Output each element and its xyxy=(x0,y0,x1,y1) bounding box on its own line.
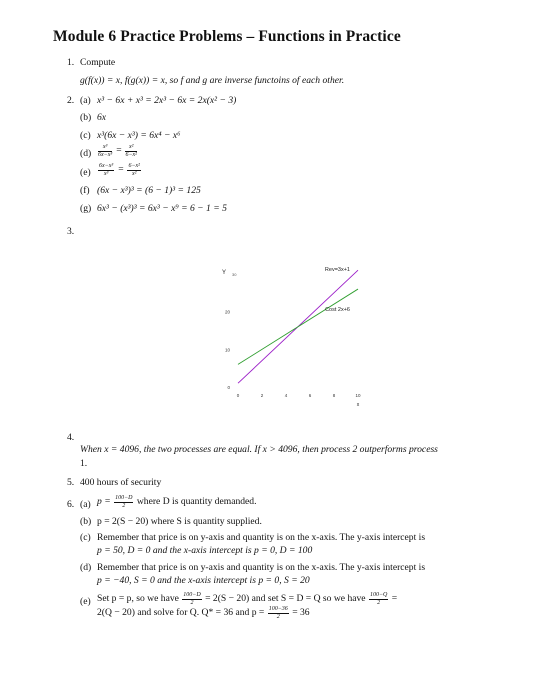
problem-6a-label: (a) xyxy=(80,499,91,510)
problem-6-number: 6. xyxy=(67,499,75,510)
problem-2g-answer: 6x³ − (x³)³ = 6x³ − x⁹ = 6 − 1 = 5 xyxy=(97,203,227,214)
fraction: $\frac{\text{x²}}{\text{6−x²}}$ xyxy=(125,144,137,158)
cost-line-label: Cost 2x+6 xyxy=(325,307,350,314)
problem-2d-label: (d) xyxy=(80,148,92,159)
revenue-line-label: Rev=3x+1 xyxy=(324,267,350,274)
problem-6d-line-2: p = −40, S = 0 and the x-axis intercept is p = 0, S = 20 xyxy=(97,575,310,586)
problem-6e-label: (e) xyxy=(80,596,91,607)
problem-1-number: 1. xyxy=(67,57,75,68)
problem-4-line-2: 1. xyxy=(80,458,88,469)
problem-1-answer: g(f(x)) = x, f(g(x)) = x, so f and g are inverse functoins of each other. xyxy=(80,75,345,86)
y-tick-label: 20 xyxy=(224,309,230,315)
problem-2e-label: (e) xyxy=(80,167,91,178)
y-axis-label: Y xyxy=(222,270,227,276)
problem-1-heading: Compute xyxy=(80,57,116,68)
x-tick-label: 4 xyxy=(284,393,288,398)
problem-5-answer: 400 hours of security xyxy=(80,477,162,488)
fraction: $\frac{100-D}{2}$ xyxy=(183,592,201,606)
problem-2f-answer: (6x − x³)³ = (6 − 1)³ = 125 xyxy=(97,185,201,196)
problem-2c-label: (c) xyxy=(80,130,91,141)
problem-6b-label: (b) xyxy=(80,516,92,527)
fraction: $\frac{\text{6x−x³}}{\text{x³}}$ xyxy=(99,163,114,177)
x-tick-label: 0 xyxy=(236,393,240,398)
problem-2a-label: (a) xyxy=(80,95,91,106)
problem-4-line-1: When x = 4096, the two processes are equal. If x > 4096, then process 2 outperforms process xyxy=(80,444,438,455)
problem-6c-line-1: Remember that price is on y-axis and quantity is on the x-axis. The y-axis intercept is xyxy=(97,532,426,543)
fraction: $\frac{100-Q}{2}$ xyxy=(369,592,388,606)
problem-2f-label: (f) xyxy=(80,185,90,196)
x-tick-label: 2 xyxy=(260,393,264,398)
problem-2a-answer: x³ − 6x + x³ = 2x³ − 6x = 2x(x² − 3) xyxy=(97,95,237,106)
problem-3-number: 3. xyxy=(67,226,75,237)
problem-4-number: 4. xyxy=(67,432,75,443)
y-tick-label: 10 xyxy=(224,347,230,353)
x-axis-label: x xyxy=(356,402,360,408)
problem-2d-answer: $\frac{\text{x³}}{\text{6x−x³}}$ = $\frac{\text{x²}}{\text{6−x²}}$ xyxy=(98,144,137,158)
problem-2b-answer: 6x xyxy=(97,112,107,123)
problem-6e-line-2: 2(Q − 20) and solve for Q. Q* = 36 and p = $\frac{100-36}{2}$ = 36 xyxy=(97,606,310,620)
problem-6a-answer: p = $\frac{100-D}{2}$ where D is quantity demanded. xyxy=(97,495,257,509)
x-tick-label: 6 xyxy=(308,393,312,398)
cost-line xyxy=(238,289,358,364)
fraction: $\frac{100-36}{2}$ xyxy=(268,606,288,620)
problem-2b-label: (b) xyxy=(80,112,92,123)
revenue-cost-chart xyxy=(210,262,370,412)
problem-6d-line-1: Remember that price is on y-axis and quantity is on the x-axis. The y-axis intercept is xyxy=(97,562,426,573)
x-tick-label: 10 xyxy=(355,393,361,398)
problem-6e-line-1: Set p = p, so we have $\frac{100-D}{2}$ = 2(S − 20) and set S = D = Q so we have $\frac{100-Q}{2}$ = xyxy=(97,592,398,606)
problem-2-number: 2. xyxy=(67,95,75,106)
problem-2c-answer: x³(6x − x³) = 6x⁴ − x⁶ xyxy=(97,130,181,141)
y-tick-label: 30 xyxy=(232,272,237,277)
fraction: $\frac{100-D}{2}$ xyxy=(115,495,133,509)
chart-svg xyxy=(210,262,370,412)
problem-6c-label: (c) xyxy=(80,532,91,543)
y-tick-label: 0 xyxy=(227,385,230,390)
fraction: $\frac{\text{x³}}{\text{6x−x³}}$ xyxy=(98,144,113,158)
page-title: Module 6 Practice Problems – Functions in Practice xyxy=(53,28,401,45)
problem-2g-label: (g) xyxy=(80,203,92,214)
problem-5-number: 5. xyxy=(67,477,75,488)
fraction: $\frac{\text{6−x²}}{\text{x²}}$ xyxy=(128,163,140,177)
problem-6c-line-2: p = 50, D = 0 and the x-axis intercept is p = 0, D = 100 xyxy=(97,545,313,556)
x-tick-label: 8 xyxy=(332,393,336,398)
problem-6d-label: (d) xyxy=(80,562,92,573)
problem-6b-answer: p = 2(S − 20) where S is quantity supplied. xyxy=(97,516,262,527)
problem-2e-answer: $\frac{\text{6x−x³}}{\text{x³}}$ = $\frac{\text{6−x²}}{\text{x²}}$ xyxy=(99,163,140,177)
